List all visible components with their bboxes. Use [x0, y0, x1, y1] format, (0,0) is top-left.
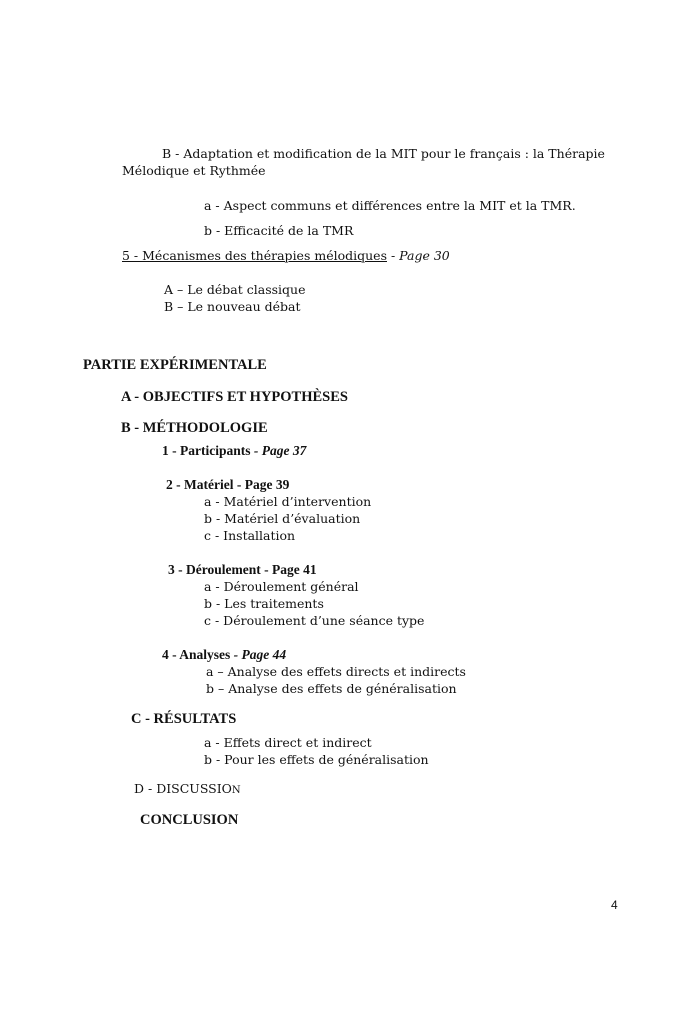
toc-entry-deroulement-general: a - Déroulement général — [204, 579, 359, 594]
toc-heading-partie-experimentale: PARTIE EXPÉRIMENTALE — [83, 357, 267, 373]
toc-entry-seance-type: c - Déroulement d’une séance type — [204, 613, 425, 628]
section5-title: 5 - Mécanismes des thérapies mélodiques — [122, 248, 387, 263]
toc-entry-debat-classique: A – Le débat classique — [164, 282, 306, 297]
participants-title: 1 - Participants — [162, 443, 251, 458]
toc-entry-adaptation-line2: Mélodique et Rythmée — [122, 163, 266, 178]
participants-page: - Page 37 — [250, 443, 307, 458]
toc-entry-effets-generalisation: b – Analyse des effets de généralisation — [206, 681, 457, 696]
section5-page: Page 30 — [399, 248, 450, 263]
toc-entry-materiel: 2 - Matériel - Page 39 — [166, 477, 290, 492]
toc-entry-traitements: b - Les traitements — [204, 596, 324, 611]
toc-entry-pour-effets-generalisation: b - Pour les effets de généralisation — [204, 752, 429, 767]
toc-entry-effets-direct-indirect: a - Effets direct et indirect — [204, 735, 372, 750]
toc-entry-deroulement: 3 - Déroulement - Page 41 — [168, 562, 317, 577]
toc-entry-materiel-intervention: a - Matériel d’intervention — [204, 494, 372, 509]
toc-entry-efficacite: b - Efficacité de la TMR — [204, 223, 354, 238]
toc-entry-installation: c - Installation — [204, 528, 296, 543]
toc-entry-adaptation-line1: B - Adaptation et modification de la MIT pour le français : la Thérapie — [162, 146, 605, 161]
discussion-end: N — [231, 785, 241, 796]
toc-entry-participants — [162, 443, 306, 459]
toc-entry-analyses — [162, 647, 286, 663]
toc-heading-discussion — [134, 781, 241, 799]
toc-heading-objectifs: A - OBJECTIFS ET HYPOTHÈSES — [121, 389, 348, 405]
toc-entry-section5 — [122, 248, 450, 264]
toc-entry-effets-directs: a – Analyse des effets directs et indirects — [206, 664, 466, 679]
toc-entry-aspects: a - Aspect communs et différences entre la MIT et la TMR. — [204, 198, 576, 213]
analyses-title: 4 - Analyses — [162, 647, 231, 662]
discussion-main: D - DISCUSSIO — [134, 781, 232, 796]
toc-heading-resultats: C - RÉSULTATS — [131, 711, 237, 727]
analyses-page: - Page 44 — [230, 647, 287, 662]
page-number: 4 — [611, 898, 618, 912]
toc-entry-materiel-evaluation: b - Matériel d’évaluation — [204, 511, 361, 526]
toc-heading-conclusion: CONCLUSION — [140, 812, 239, 828]
section5-separator: - — [386, 248, 400, 263]
toc-entry-nouveau-debat: B – Le nouveau débat — [164, 299, 301, 314]
toc-heading-methodologie: B - MÉTHODOLOGIE — [121, 420, 268, 436]
